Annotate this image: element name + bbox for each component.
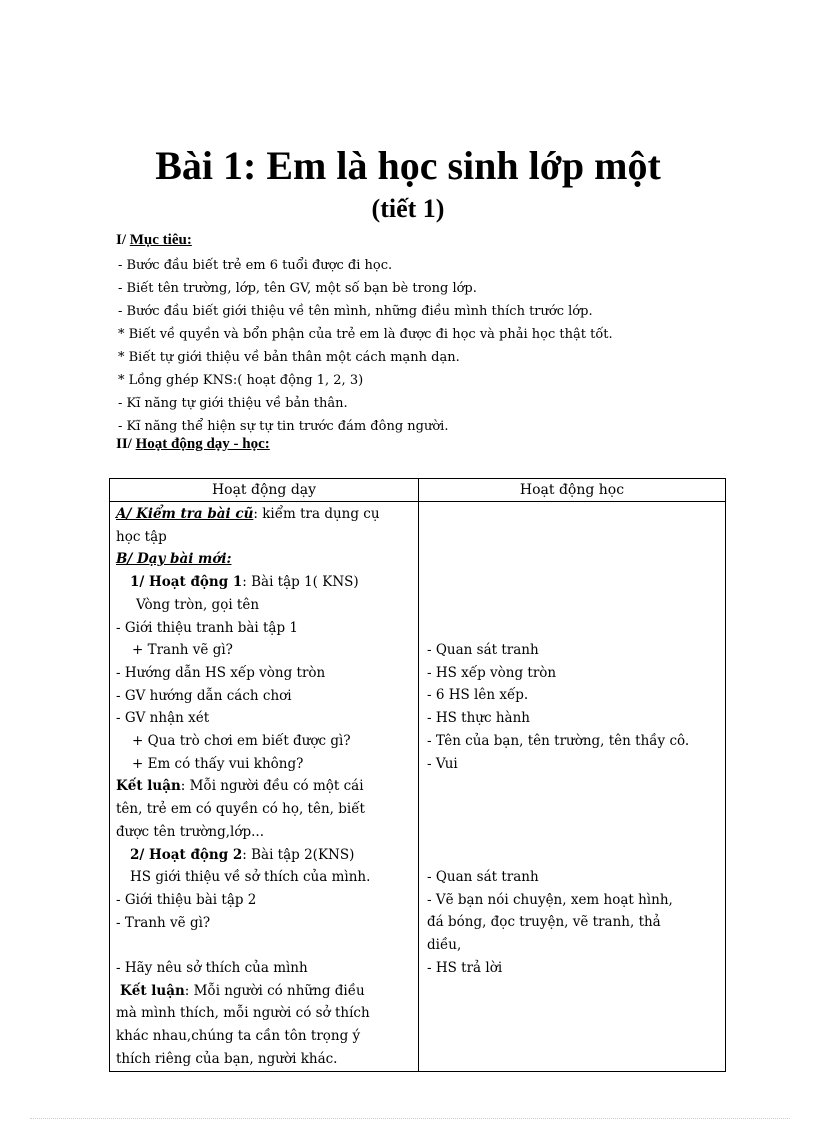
- table-row: - Tranh vẽ gì?: [116, 914, 211, 931]
- part-b-label: B/ Dạy bài mới:: [116, 551, 232, 568]
- lesson-subtitle: (tiết 1): [371, 194, 445, 223]
- table-row: - 6 HS lên xếp.: [427, 687, 529, 704]
- table-row: [427, 775, 722, 798]
- list-item: * Lồng ghép KNS:( hoạt động 1, 2, 3): [118, 373, 364, 388]
- table-row: [427, 798, 722, 821]
- table-row: - Hướng dẫn HS xếp vòng tròn: [116, 664, 326, 681]
- conclusion-2-label: Kết luận: [120, 982, 185, 999]
- table-row: thích riêng của bạn, người khác.: [116, 1050, 338, 1067]
- table-row: [427, 843, 722, 866]
- table-row: - GV hướng dẫn cách chơi: [116, 687, 292, 704]
- table-row: - Quan sát tranh: [427, 642, 539, 658]
- table-row: [116, 980, 414, 1003]
- table-row: [116, 775, 414, 798]
- table-row: - GV nhận xét: [116, 710, 210, 727]
- table-row: - HS thực hành: [427, 710, 530, 727]
- header-divider: [110, 501, 725, 502]
- conclusion-2-text: : Mỗi người có những điều: [184, 982, 365, 999]
- section-title: Mục tiêu:: [129, 232, 192, 248]
- table-row: [116, 934, 414, 957]
- column-header-teaching: Hoạt động dạy: [211, 482, 317, 498]
- list-item: - Bước đầu biết trẻ em 6 tuổi được đi học.: [118, 258, 393, 273]
- page-footer-rule: [30, 1118, 790, 1119]
- list-item: - Bước đầu biết giới thiệu về tên mình, những điều mình thích trước lớp.: [118, 304, 593, 319]
- list-item: * Biết tự giới thiệu về bản thân một cách mạnh dạn.: [118, 350, 460, 365]
- table-row: - Giới thiệu tranh bài tập 1: [116, 619, 299, 636]
- table-row: học tập: [116, 528, 167, 545]
- lesson-title: Bài 1: Em là học sinh lớp một: [155, 143, 661, 188]
- table-row: diều,: [427, 937, 462, 954]
- table-row: [427, 821, 722, 844]
- table-row: được tên trường,lớp...: [116, 823, 265, 840]
- table-row: [116, 844, 414, 867]
- activity-1-label: 1/ Hoạt động 1: [130, 574, 243, 591]
- table-row: HS giới thiệu về sở thích của mình.: [130, 869, 371, 886]
- table-row: - Giới thiệu bài tập 2: [116, 891, 257, 908]
- table-row: - Quan sát tranh: [427, 869, 539, 886]
- conclusion-1-text: : Mỗi người đều có một cái: [180, 778, 364, 795]
- conclusion-1-label: Kết luận: [116, 778, 181, 795]
- list-item: - Kĩ năng tự giới thiệu về bản thân.: [118, 396, 348, 411]
- table-row: [116, 503, 414, 526]
- list-item: - Kĩ năng thể hiện sự tự tin trước đám đông người.: [118, 419, 449, 434]
- table-row: - Hãy nêu sở thích của mình: [116, 960, 308, 977]
- table-row: [116, 571, 414, 594]
- table-row: + Qua trò chơi em biết được gì?: [132, 733, 351, 750]
- section-activities-heading: [116, 433, 270, 455]
- activity-2-text: : Bài tập 2(KNS): [242, 846, 355, 863]
- table-row: tên, trẻ em có quyền có họ, tên, biết: [116, 801, 365, 818]
- table-row: - Vui: [427, 755, 458, 772]
- part-a-label: A/ Kiểm tra bài cũ: [116, 506, 254, 522]
- section-objectives-heading: [116, 229, 192, 251]
- activity-2-label: 2/ Hoạt động 2: [130, 846, 243, 863]
- table-row: - HS trả lời: [427, 959, 503, 976]
- activity-1-text: : Bài tập 1( KNS): [242, 574, 359, 591]
- table-row: - Tên của bạn, tên trường, tên thầy cô.: [427, 732, 690, 749]
- table-row: đá bóng, đọc truyện, vẽ tranh, thả: [427, 914, 661, 931]
- list-item: * Biết về quyền và bổn phận của trẻ em là được đi học và phải học thật tốt.: [118, 327, 613, 342]
- column-divider: [418, 479, 419, 1071]
- activities-table: [109, 478, 726, 1072]
- part-a-text: : kiểm tra dụng cụ: [253, 506, 380, 522]
- section-number: II/: [116, 436, 132, 452]
- table-row: + Tranh vẽ gì?: [132, 642, 233, 659]
- table-row: - Vẽ bạn nói chuyện, xem hoạt hình,: [427, 891, 673, 908]
- table-row: khác nhau,chúng ta cần tôn trọng ý: [116, 1028, 361, 1045]
- objectives-list: [118, 254, 758, 438]
- teaching-cell: [116, 503, 414, 1071]
- table-row: Vòng tròn, gọi tên: [136, 596, 260, 613]
- column-header-learning: Hoạt động học: [519, 482, 625, 498]
- table-row: - HS xếp vòng tròn: [427, 664, 557, 681]
- learning-cell: [427, 639, 722, 980]
- section-title: Hoạt động dạy - học:: [135, 436, 270, 452]
- table-row: mà mình thích, mỗi người có sở thích: [116, 1005, 370, 1022]
- section-number: I/: [116, 232, 127, 248]
- list-item: - Biết tên trường, lớp, tên GV, một số bạn bè trong lớp.: [118, 281, 477, 296]
- table-row: + Em có thấy vui không?: [132, 755, 304, 772]
